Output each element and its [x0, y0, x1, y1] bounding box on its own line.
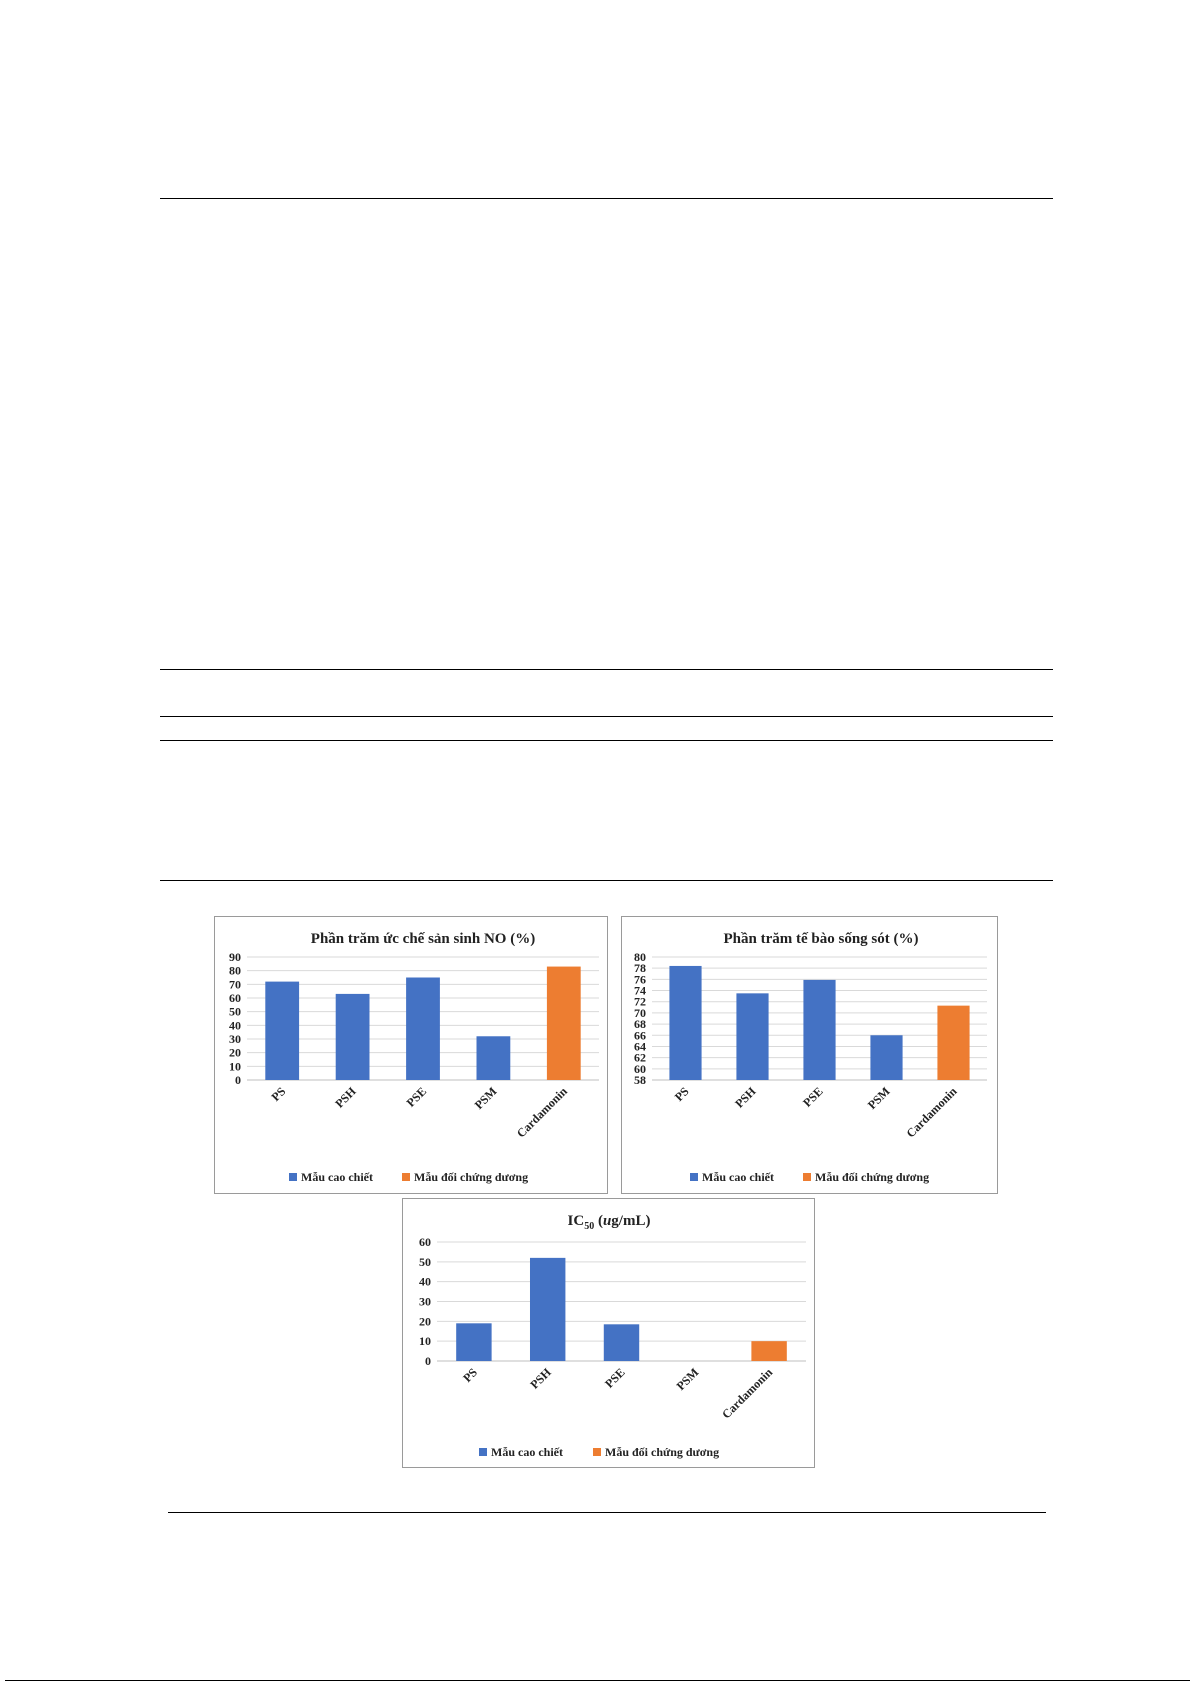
legend-label-control: Mẫu đối chứng dương: [414, 1170, 529, 1184]
y-tick-label: 78: [634, 961, 646, 976]
page-rule-7: [5, 1680, 1190, 1681]
legend-label-extract: Mẫu cao chiết: [702, 1170, 774, 1184]
page-rule-3: [160, 716, 1053, 717]
chart-title: Phần trăm tế bào sống sót (%): [723, 931, 919, 947]
y-tick-label: 10: [419, 1334, 431, 1349]
chart-ic50: [402, 1198, 815, 1468]
y-tick-label: 80: [229, 963, 241, 978]
y-tick-label: 70: [229, 977, 241, 992]
y-tick-label: 0: [425, 1354, 431, 1368]
y-tick-label: 50: [229, 1004, 241, 1019]
bar-psh: [736, 993, 768, 1080]
x-tick-label: PS: [460, 1365, 481, 1386]
x-tick-label: PS: [268, 1084, 289, 1105]
legend: [690, 1170, 929, 1184]
chart-cell-viability: [621, 916, 998, 1194]
y-tick-label: 60: [419, 1235, 431, 1249]
y-tick-label: 68: [634, 1017, 646, 1032]
chart-cell-viability-svg: [622, 917, 999, 1195]
y-tick-label: 60: [229, 991, 241, 1005]
x-tick-label: Cardamonin: [903, 1084, 960, 1141]
legend: [289, 1170, 528, 1184]
legend-label-control: Mẫu đối chứng dương: [605, 1445, 720, 1459]
y-tick-label: 80: [634, 950, 646, 964]
bar-cardamonin: [937, 1006, 969, 1080]
y-tick-label: 74: [634, 983, 646, 998]
bar-psh: [336, 994, 370, 1080]
chart-ic50-svg: [403, 1199, 816, 1469]
y-tick-label: 76: [634, 972, 646, 987]
x-tick-label: PSE: [800, 1084, 826, 1110]
x-tick-label: Cardamonin: [719, 1365, 776, 1422]
legend-swatch-control: [593, 1448, 601, 1456]
legend-label-extract: Mẫu cao chiết: [491, 1445, 563, 1459]
y-tick-label: 90: [229, 950, 241, 964]
x-tick-label: PS: [671, 1084, 692, 1105]
x-tick-label: PSH: [527, 1365, 554, 1392]
bar-cardamonin: [751, 1341, 786, 1361]
x-tick-label: Cardamonin: [513, 1084, 570, 1141]
chart-title: $IC_{50}$ (ug/mL): [567, 1213, 651, 1232]
bar-ps: [669, 966, 701, 1080]
bar-cardamonin: [547, 967, 581, 1080]
page-rule-4: [160, 740, 1053, 741]
y-tick-label: 70: [634, 1005, 646, 1020]
legend-label-extract: Mẫu cao chiết: [301, 1170, 373, 1184]
legend-swatch-control: [803, 1173, 811, 1181]
bar-ps: [456, 1323, 491, 1361]
legend-swatch-extract: [289, 1173, 297, 1181]
bar-ps: [265, 982, 299, 1080]
y-tick-label: 20: [419, 1314, 431, 1329]
legend-swatch-extract: [479, 1448, 487, 1456]
page-rule-2: [160, 669, 1053, 670]
y-tick-label: 30: [229, 1032, 241, 1046]
x-tick-label: PSE: [602, 1365, 628, 1391]
y-tick-label: 30: [419, 1294, 431, 1309]
y-tick-label: 66: [634, 1028, 646, 1043]
bar-pse: [604, 1324, 639, 1361]
y-tick-label: 40: [229, 1018, 241, 1033]
y-tick-label: 10: [229, 1059, 241, 1074]
y-tick-label: 20: [229, 1045, 241, 1060]
x-tick-label: PSM: [673, 1365, 702, 1394]
chart-no-inhibition-svg: [215, 917, 609, 1195]
legend-swatch-control: [402, 1173, 410, 1181]
y-tick-label: 62: [634, 1050, 646, 1065]
x-tick-label: PSE: [403, 1084, 430, 1110]
x-tick-label: PSM: [864, 1084, 893, 1113]
chart-no-inhibition: [214, 916, 608, 1194]
y-tick-label: 40: [419, 1274, 431, 1289]
y-tick-label: 72: [634, 994, 646, 1009]
legend-label-control: Mẫu đối chứng dương: [815, 1170, 930, 1184]
bar-pse: [803, 980, 835, 1080]
y-tick-label: 0: [235, 1073, 241, 1087]
x-tick-label: PSM: [471, 1084, 500, 1113]
page-rule-6: [168, 1512, 1046, 1513]
x-tick-label: PSH: [332, 1084, 359, 1111]
legend-swatch-extract: [690, 1173, 698, 1181]
page-rule-5: [160, 880, 1053, 881]
bar-pse: [406, 978, 440, 1081]
y-tick-label: 60: [634, 1061, 646, 1076]
y-tick-label: 58: [634, 1073, 646, 1087]
chart-title: Phần trăm ức chế sản sinh NO (%): [310, 931, 536, 947]
page-rule-1: [160, 198, 1053, 199]
y-tick-label: 64: [634, 1039, 646, 1054]
legend: [479, 1445, 719, 1459]
y-tick-label: 50: [419, 1254, 431, 1269]
bar-psm: [477, 1036, 511, 1080]
bar-psh: [530, 1258, 565, 1361]
x-tick-label: PSH: [732, 1084, 759, 1111]
bar-psm: [870, 1035, 902, 1080]
